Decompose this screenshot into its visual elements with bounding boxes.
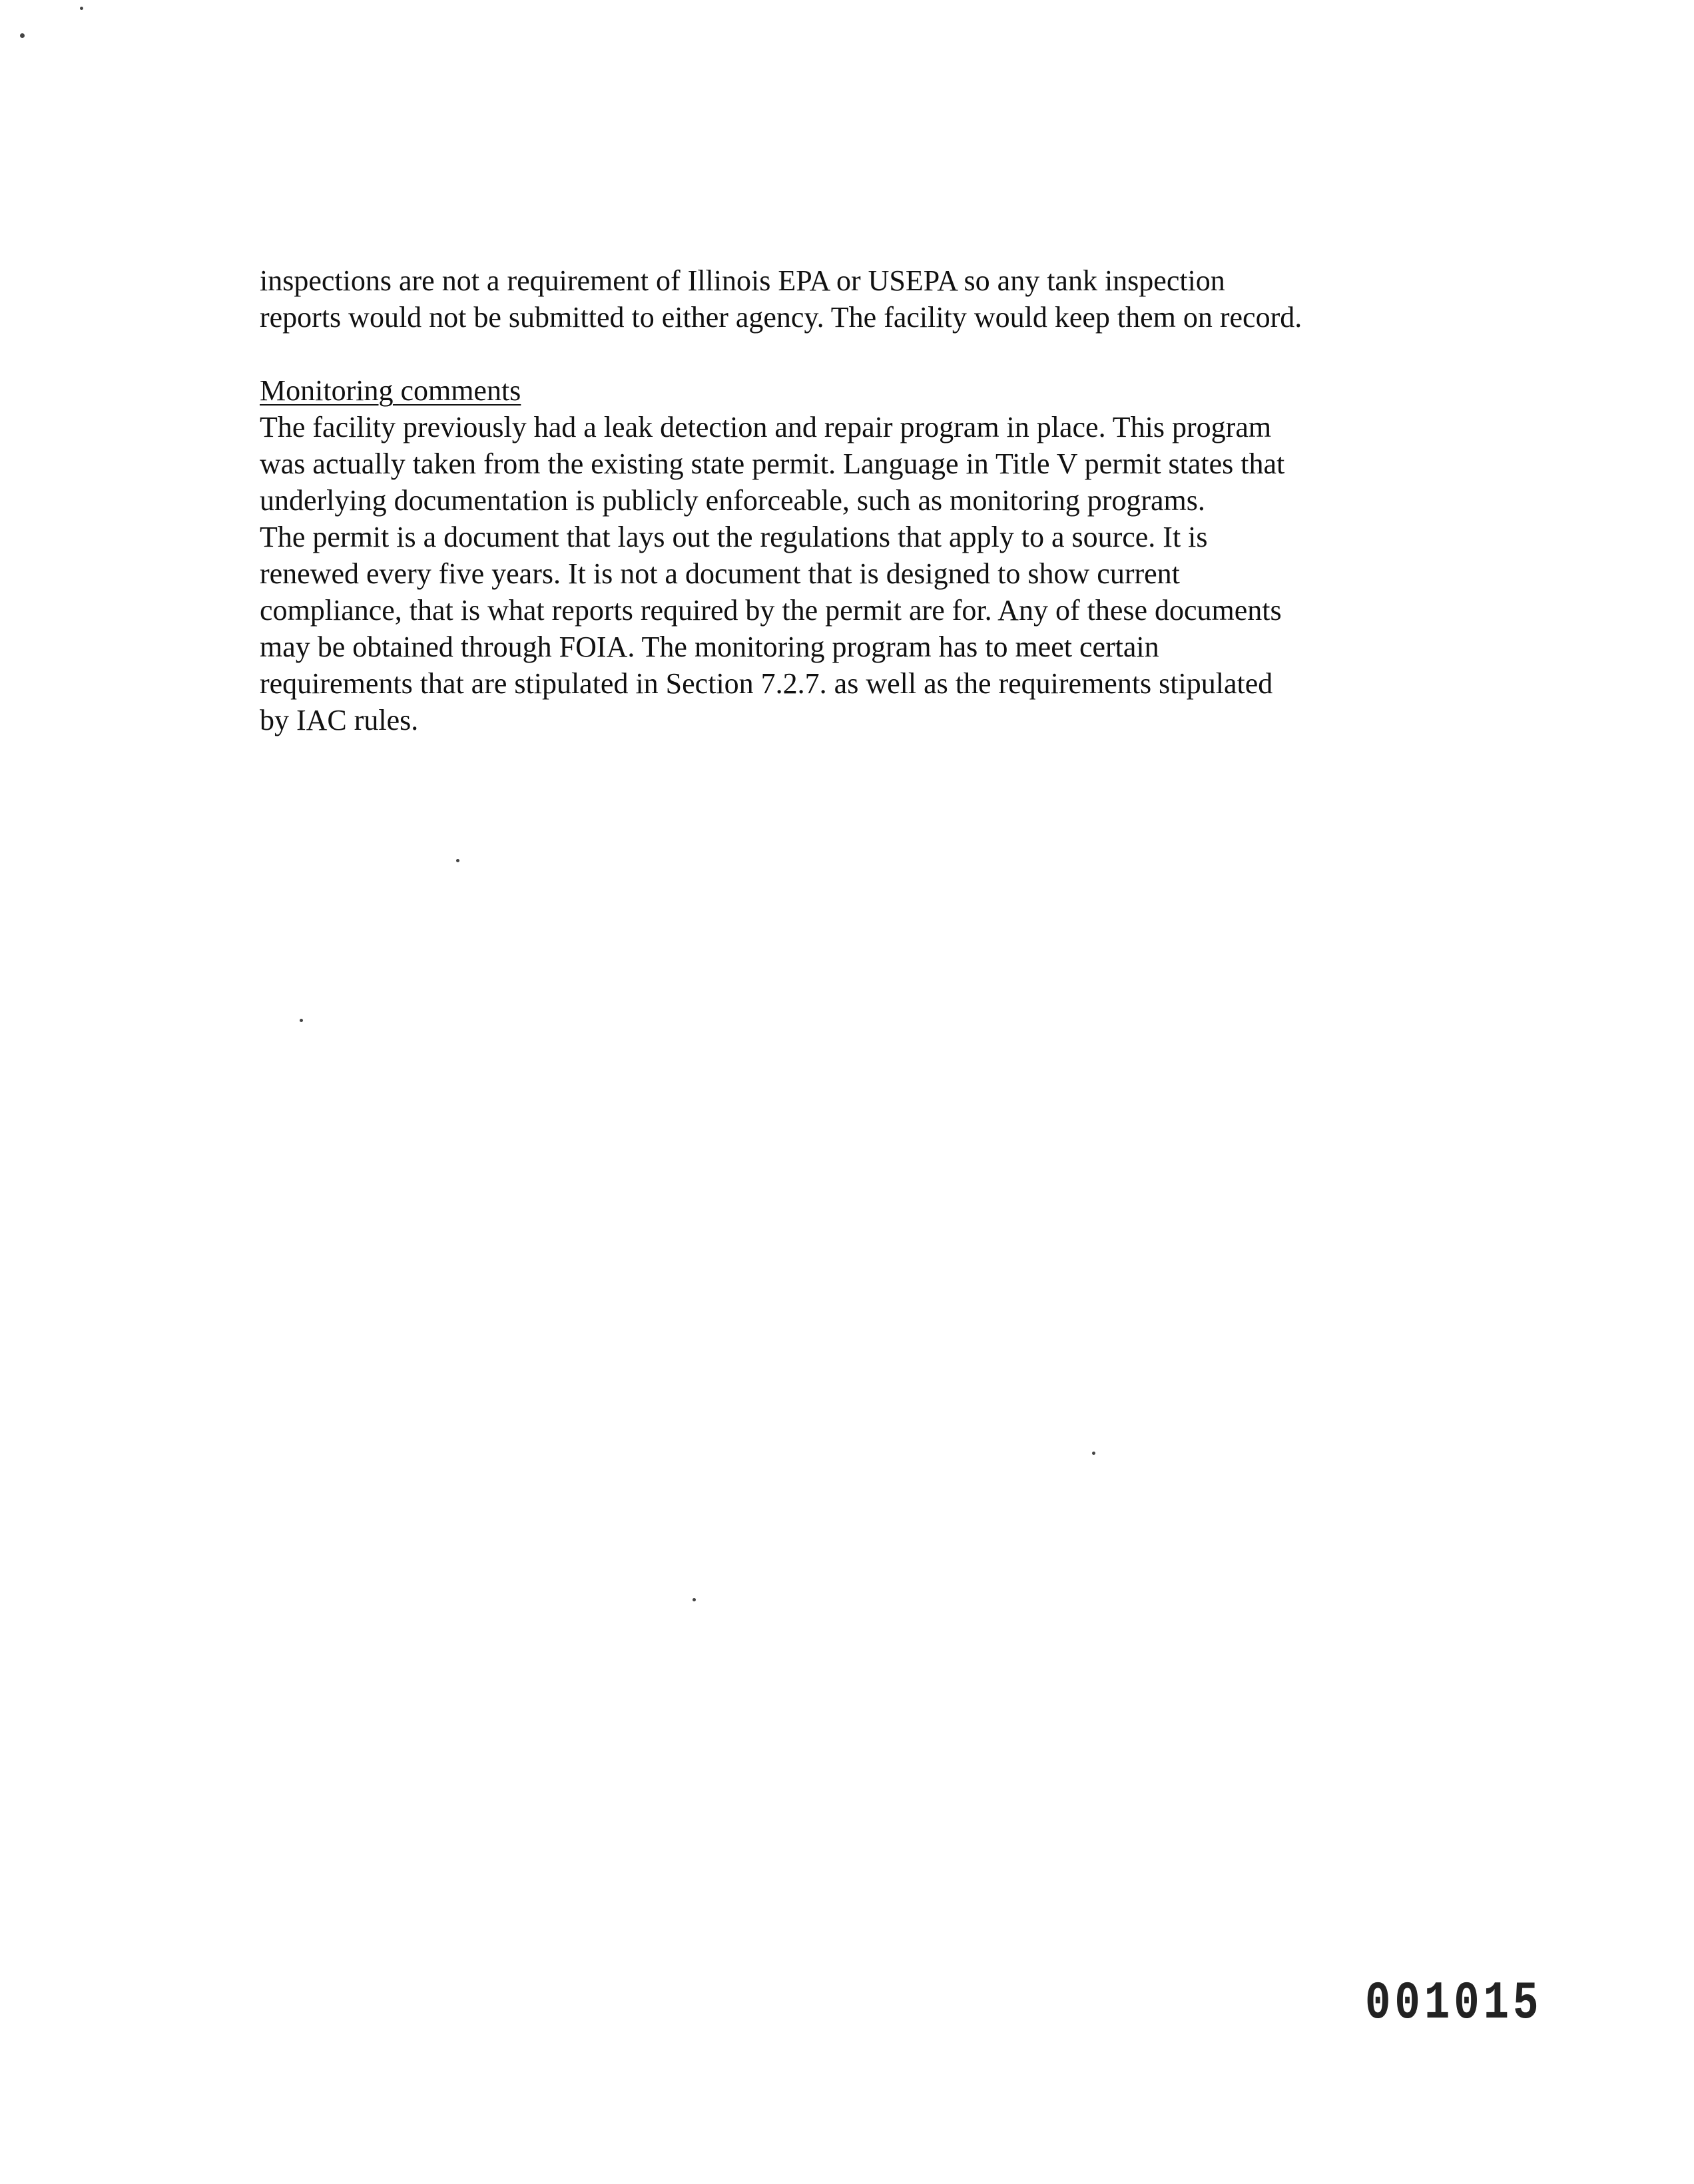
body-line: may be obtained through FOIA. The monitoring program has to meet certain [260,631,1159,663]
body-line: renewed every five years. It is not a document that is designed to show current [260,557,1180,590]
body-line: compliance, that is what reports required by the permit are for. Any of these documents [260,594,1282,627]
body-line: The facility previously had a leak detection and repair program in place. This program [260,411,1272,443]
scan-speck [20,33,25,38]
scan-speck [80,7,83,10]
document-body [260,262,1405,738]
scan-speck [693,1598,696,1601]
body-line: reports would not be submitted to either agency. The facility would keep them on record. [260,301,1302,334]
body-line: by IAC rules. [260,704,419,736]
paragraph-gap [260,336,1405,372]
scan-speck [300,1019,303,1022]
body-line: underlying documentation is publicly enforceable, such as monitoring programs. [260,484,1205,517]
bates-number: 001015 [1365,1974,1543,2034]
body-line: requirements that are stipulated in Section 7.2.7. as well as the requirements stipulated [260,667,1273,700]
body-line: inspections are not a requirement of Illinois EPA or USEPA so any tank inspection [260,264,1225,297]
scan-speck [1092,1452,1095,1455]
scan-speck [456,859,459,862]
body-line: The permit is a document that lays out the regulations that apply to a source. It is [260,521,1208,553]
section-heading: Monitoring comments [260,374,521,407]
body-line: was actually taken from the existing state permit. Language in Title V permit states that [260,447,1285,480]
